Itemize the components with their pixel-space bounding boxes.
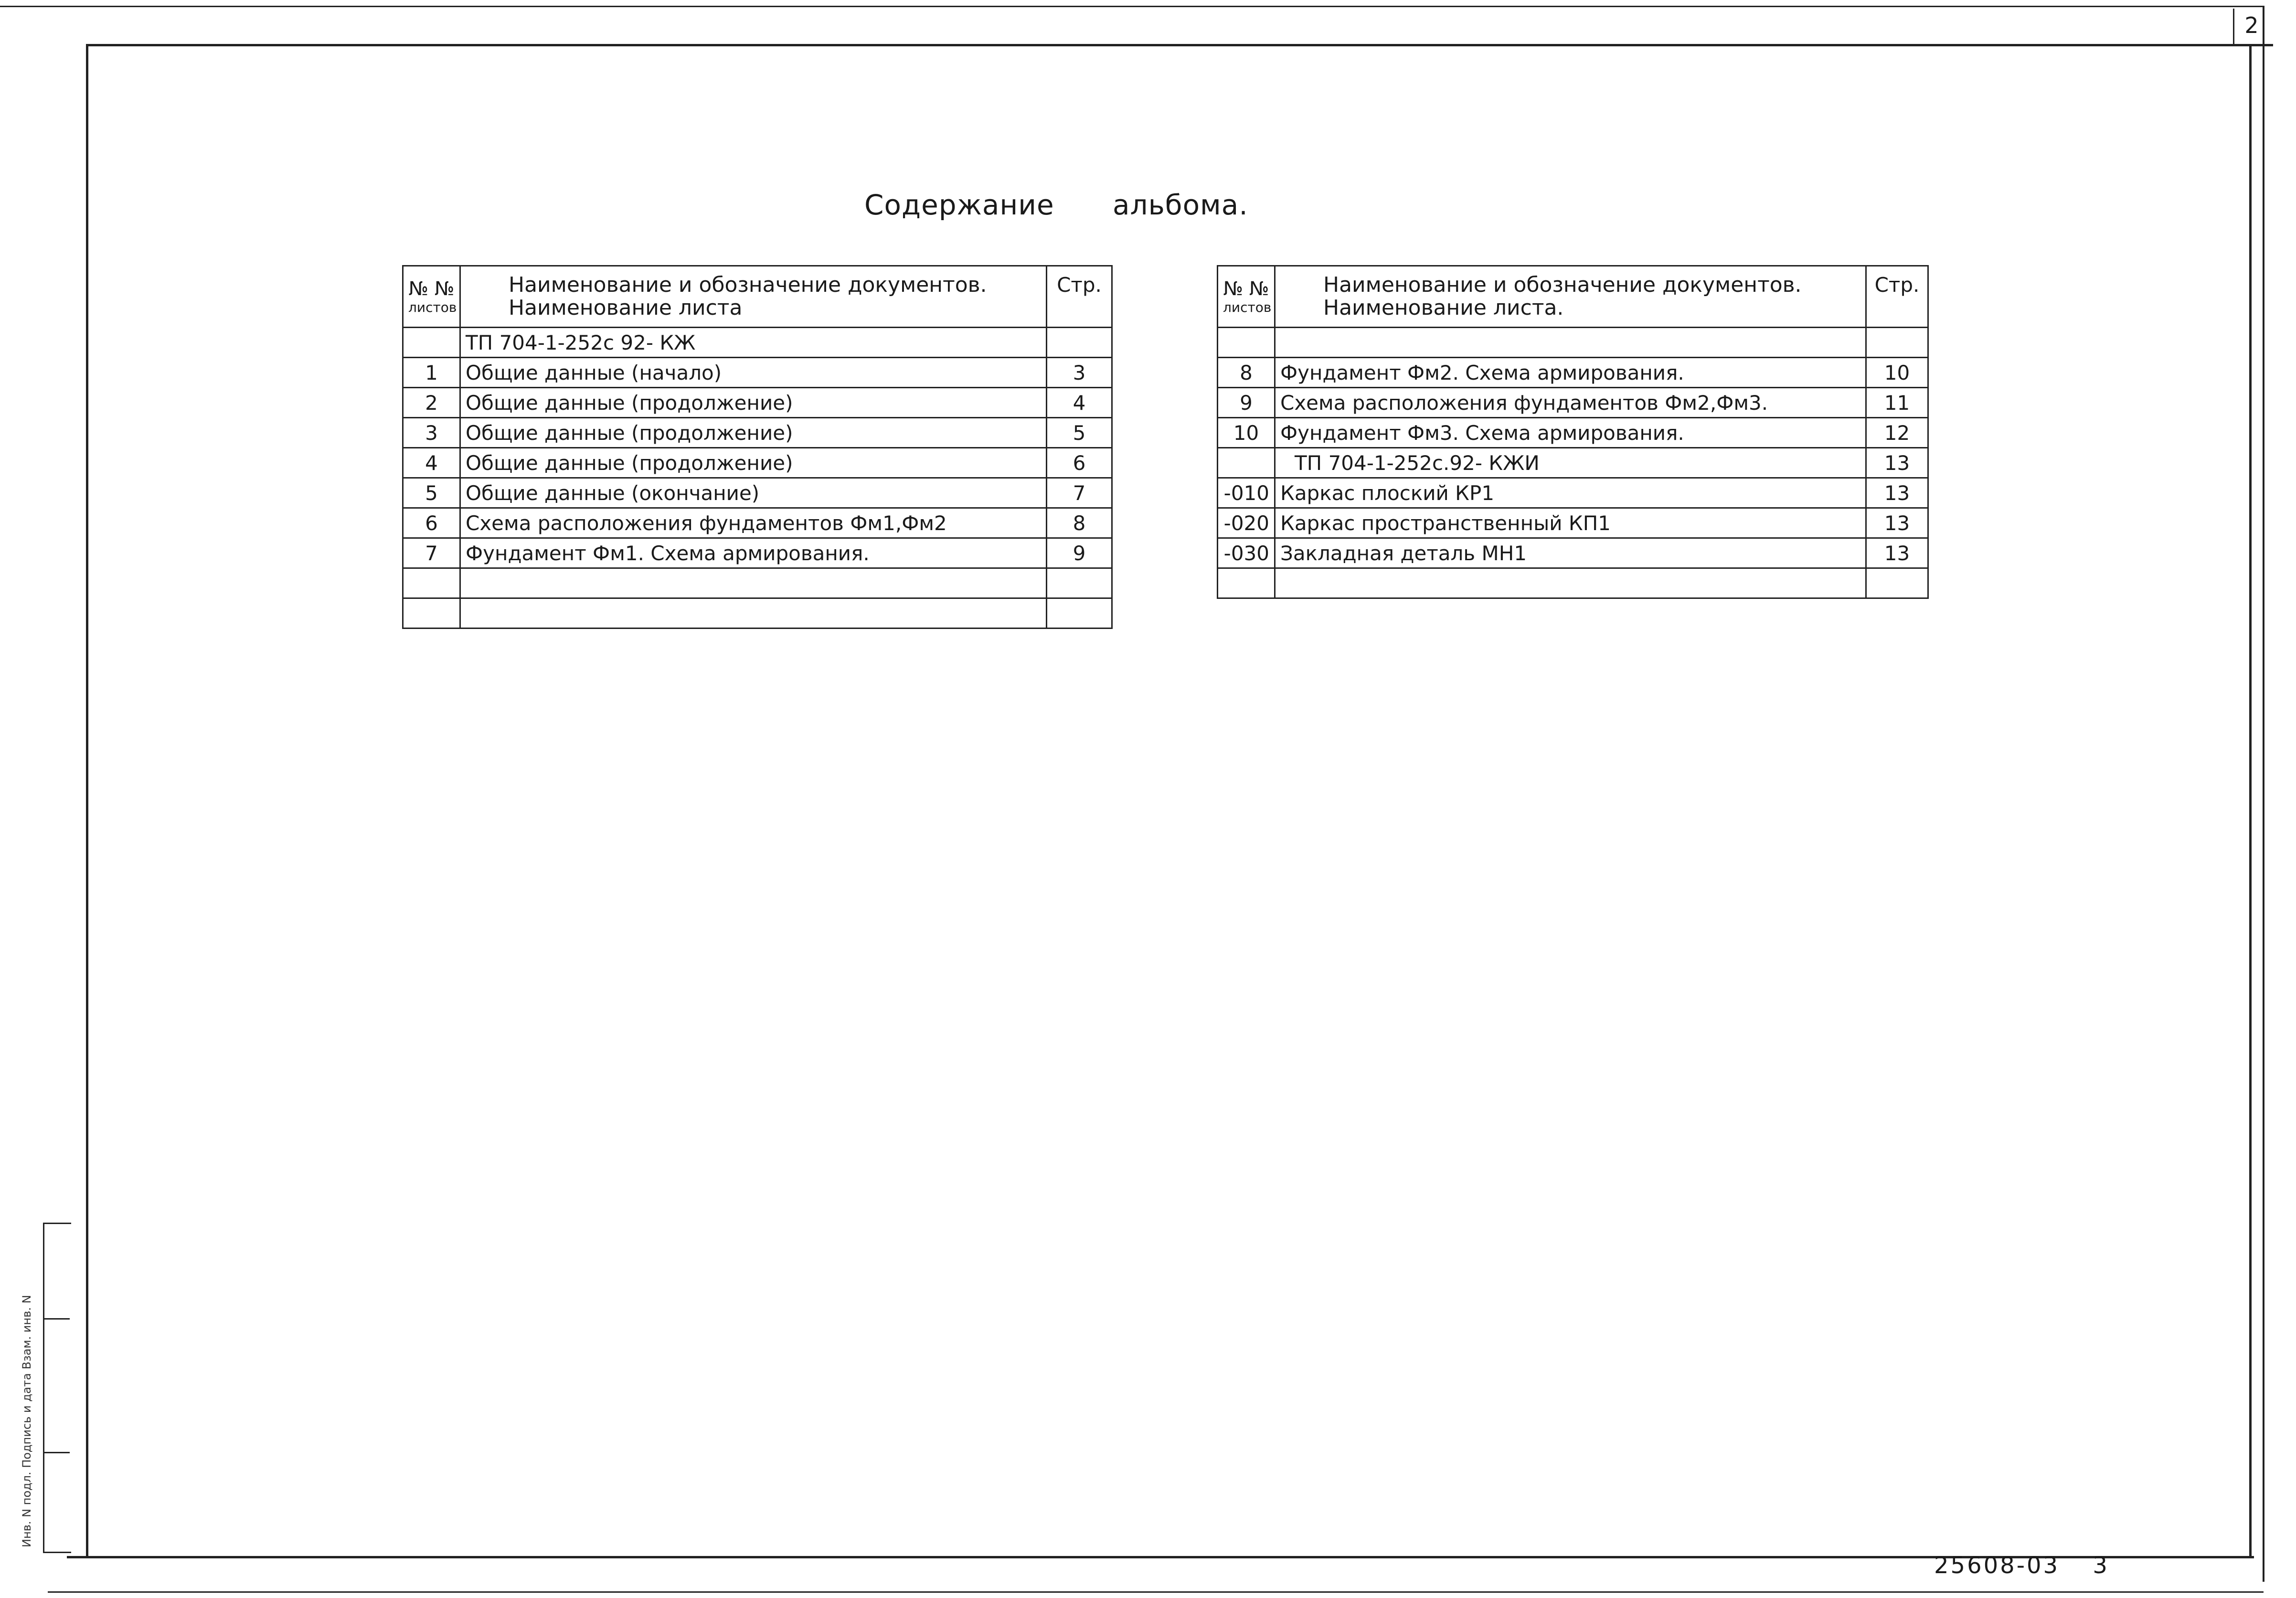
row-page: 11 <box>1866 388 1928 418</box>
table-row-empty <box>403 598 1112 629</box>
row-name: Фундамент Фм3. Схема армирования. <box>1275 418 1866 448</box>
empty-cell <box>1218 328 1275 358</box>
row-page: 5 <box>1047 418 1112 448</box>
empty-cell <box>1866 328 1928 358</box>
outer-right-border <box>2263 6 2264 1582</box>
row-page: 4 <box>1047 388 1112 418</box>
table-row <box>403 478 1112 508</box>
table-row-empty <box>1218 328 1928 358</box>
document-code: ТП 704-1-252с 92- КЖ <box>460 328 1047 358</box>
sheet-box-left <box>2233 9 2234 44</box>
title-part2: альбома. <box>1113 189 1248 221</box>
row-name: Общие данные (продолжение) <box>460 448 1047 478</box>
table-row <box>1218 508 1928 538</box>
left-contents-table <box>402 265 1113 629</box>
table-row <box>403 538 1112 568</box>
row-page: 13 <box>1866 538 1928 568</box>
document-code-number: 25608-03 <box>1934 1552 2060 1579</box>
row-name: Общие данные (продолжение) <box>460 418 1047 448</box>
row-num: 4 <box>403 448 460 478</box>
sheet-number: 2 <box>2244 12 2259 38</box>
row-page: 10 <box>1866 358 1928 388</box>
row-num: 3 <box>403 418 460 448</box>
side-stamp-text: Инв. N подл. Подпись и дата Взам. инв. N <box>20 1295 33 1547</box>
header-page: Стр. <box>1047 266 1112 328</box>
row-name: Общие данные (продолжение) <box>460 388 1047 418</box>
row-page: 12 <box>1866 418 1928 448</box>
header-name-line2: Наименование листа <box>509 296 743 320</box>
frame-right <box>2249 44 2252 1557</box>
title-part1: Содержание <box>864 189 1054 221</box>
header-nn-sub: листов <box>408 299 457 315</box>
table-row <box>403 388 1112 418</box>
row-page: 13 <box>1866 508 1928 538</box>
table-row <box>403 418 1112 448</box>
empty-cell <box>1218 448 1275 478</box>
table-row <box>1218 448 1928 478</box>
table-row <box>1218 538 1928 568</box>
row-name: Общие данные (начало) <box>460 358 1047 388</box>
row-name: Фундамент Фм2. Схема армирования. <box>1275 358 1866 388</box>
row-page: 13 <box>1866 478 1928 508</box>
table-row <box>403 448 1112 478</box>
side-stamp-box <box>43 1223 71 1553</box>
empty-cell <box>1047 328 1112 358</box>
empty-cell <box>403 598 460 629</box>
table-row <box>403 328 1112 358</box>
row-page: 7 <box>1047 478 1112 508</box>
row-page: 9 <box>1047 538 1112 568</box>
row-num: 7 <box>403 538 460 568</box>
right-contents-table <box>1217 265 1929 599</box>
header-nn: № № <box>1223 277 1269 300</box>
table-row <box>1218 418 1928 448</box>
table-row <box>403 358 1112 388</box>
document-code: ТП 704-1-252с.92- КЖИ <box>1275 448 1866 478</box>
header-page: Стр. <box>1866 266 1928 328</box>
table-row-empty <box>403 568 1112 598</box>
row-num: -020 <box>1218 508 1275 538</box>
row-page: 3 <box>1047 358 1112 388</box>
empty-cell <box>1275 328 1866 358</box>
header-name <box>1275 266 1866 328</box>
header-nn-sub: листов <box>1223 299 1272 315</box>
row-page: 6 <box>1047 448 1112 478</box>
header-sheet-number <box>1218 266 1275 328</box>
table-row <box>1218 358 1928 388</box>
row-page: 13 <box>1866 448 1928 478</box>
header-name <box>460 266 1047 328</box>
header-sheet-number <box>403 266 460 328</box>
row-name: Каркас плоский КР1 <box>1275 478 1866 508</box>
row-num: 9 <box>1218 388 1275 418</box>
table-row <box>403 508 1112 538</box>
table-header-row <box>403 266 1112 328</box>
document-number <box>1934 1552 2109 1579</box>
empty-cell <box>403 568 460 598</box>
row-name: Схема расположения фундаментов Фм2,Фм3. <box>1275 388 1866 418</box>
row-num: 2 <box>403 388 460 418</box>
table-header-row <box>1218 266 1928 328</box>
side-stamp-divider <box>43 1452 70 1453</box>
header-name-line1: Наименование и обозначение документов. <box>509 273 987 297</box>
row-num: 1 <box>403 358 460 388</box>
row-num: -010 <box>1218 478 1275 508</box>
empty-cell <box>1866 568 1928 598</box>
row-num: -030 <box>1218 538 1275 568</box>
frame-left <box>86 44 88 1558</box>
row-page: 8 <box>1047 508 1112 538</box>
header-name-line1: Наименование и обозначение документов. <box>1323 273 1802 297</box>
side-stamp-divider <box>43 1318 70 1320</box>
empty-cell <box>1047 568 1112 598</box>
row-num: 5 <box>403 478 460 508</box>
table-row-empty <box>1218 568 1928 598</box>
empty-cell <box>1218 568 1275 598</box>
row-num: 8 <box>1218 358 1275 388</box>
row-name: Закладная деталь МН1 <box>1275 538 1866 568</box>
header-name-line2: Наименование листа. <box>1323 296 1564 320</box>
table-row <box>1218 478 1928 508</box>
row-name: Каркас пространственный КП1 <box>1275 508 1866 538</box>
row-num: 10 <box>1218 418 1275 448</box>
document-sheet-number: 3 <box>2093 1552 2109 1579</box>
row-num: 6 <box>403 508 460 538</box>
header-nn: № № <box>408 277 455 300</box>
row-name: Схема расположения фундаментов Фм1,Фм2 <box>460 508 1047 538</box>
frame-bottom <box>67 1556 2254 1558</box>
row-name: Общие данные (окончание) <box>460 478 1047 508</box>
frame-top <box>86 44 2273 46</box>
empty-cell <box>460 598 1047 629</box>
top-edge-line <box>0 6 2264 7</box>
empty-cell <box>403 328 460 358</box>
empty-cell <box>1275 568 1866 598</box>
table-row <box>1218 388 1928 418</box>
empty-cell <box>1047 598 1112 629</box>
empty-cell <box>460 568 1047 598</box>
page-bottom-line <box>48 1591 2264 1593</box>
row-name: Фундамент Фм1. Схема армирования. <box>460 538 1047 568</box>
